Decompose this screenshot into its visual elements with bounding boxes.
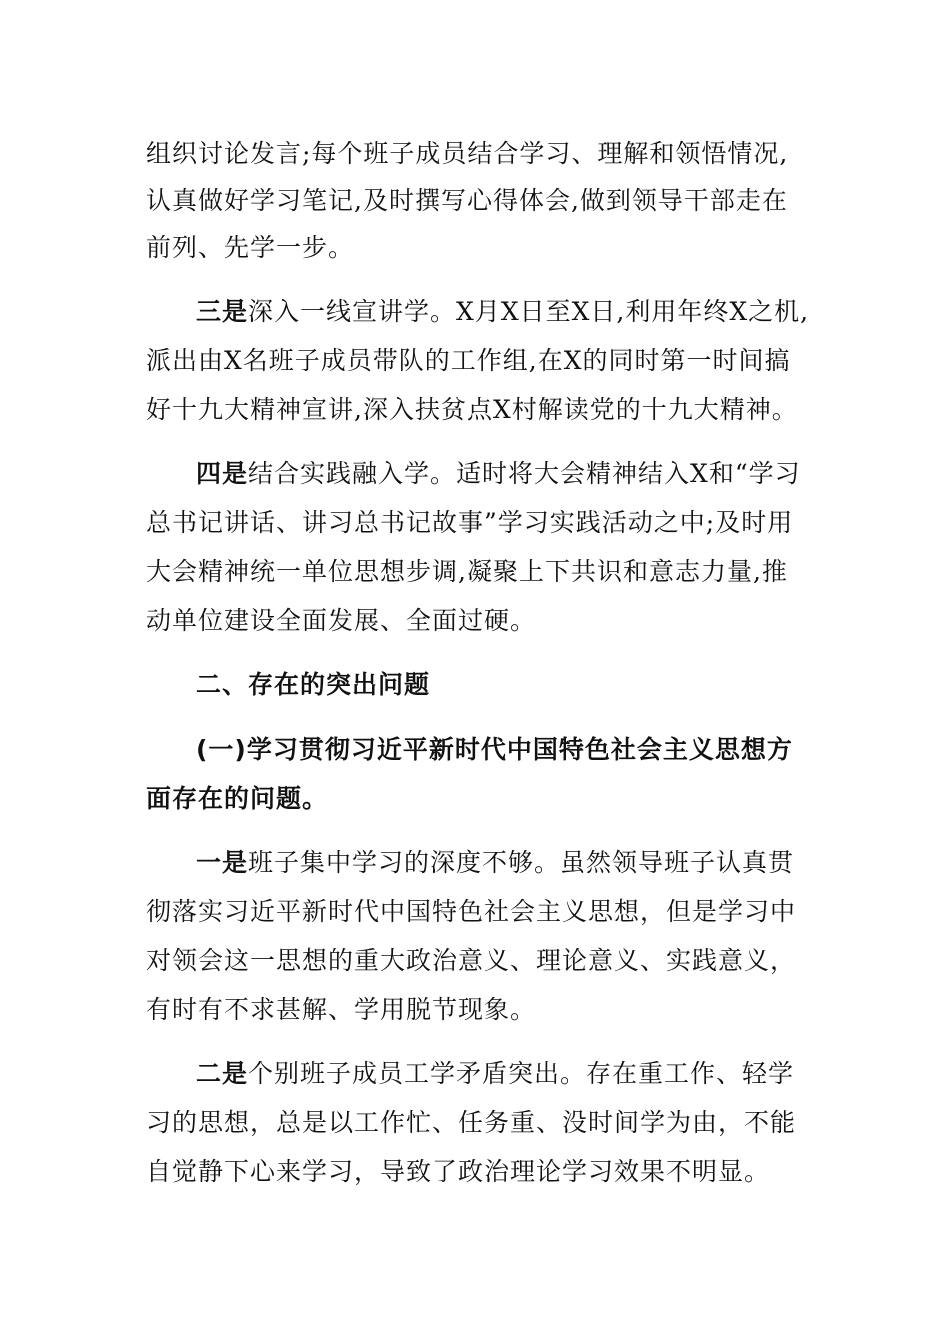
paragraph-line: 大会精神统一单位思想步调,凝聚上下共识和意志力量,推 [146, 557, 788, 586]
paragraph-line: 有时有不求甚解、学用脱节现象。 [146, 995, 537, 1024]
paragraph-line: 认真做好学习笔记,及时撰写心得体会,做到领导干部走在 [146, 186, 788, 215]
paragraph-line: 动单位建设全面发展、全面过硬。 [146, 606, 537, 635]
paragraph-line: 总书记讲话、讲习总书记故事”学习实践活动之中;及时用 [146, 508, 794, 537]
paragraph-first-line [196, 458, 801, 490]
paragraph-lead: 三是 [196, 297, 249, 326]
paragraph-line-text: 深入一线宣讲学。X月X日至X日,利用年终X之机, [248, 297, 810, 326]
paragraph-line: 组织讨论发言;每个班子成员结合学习、理解和领悟情况, [146, 139, 789, 168]
paragraph-line: 彻落实习近平新时代中国特色社会主义思想，但是学习中 [146, 897, 797, 926]
paragraph-lead: 一是 [196, 848, 249, 877]
paragraph-line-text: 结合实践融入学。适时将大会精神结入X和“学习 [248, 459, 801, 488]
paragraph-line: 好十九大精神宣讲,深入扶贫点X村解读党的十九大精神。 [146, 395, 798, 424]
paragraph-line: 前列、先学一步。 [146, 233, 355, 262]
paragraph-line: 对领会这一思想的重大政治意义、理论意义、实践意义， [146, 946, 797, 975]
paragraph-line: 习的思想，总是以工作忙、任务重、没时间学为由，不能 [146, 1108, 797, 1137]
subsection-heading: 面存在的问题。 [146, 784, 329, 813]
paragraph-lead: 四是 [196, 459, 249, 488]
paragraph-first-line [196, 847, 794, 879]
paragraph-line: 派出由X名班子成员带队的工作组,在X的同时第一时间搞 [146, 346, 791, 375]
section-heading: 二、存在的突出问题 [196, 670, 431, 699]
paragraph-lead: 二是 [196, 1059, 249, 1088]
paragraph-line-text: 个别班子成员工学矛盾突出。存在重工作、轻学 [248, 1059, 795, 1088]
paragraph-first-line [196, 1058, 794, 1090]
paragraph-line: 自觉静下心来学习，导致了政治理论学习效果不明显。 [146, 1157, 771, 1186]
paragraph-line-text: 班子集中学习的深度不够。虽然领导班子认真贯 [248, 848, 795, 877]
paragraph-first-line [196, 296, 809, 328]
subsection-heading: (一)学习贯彻习近平新时代中国特色社会主义思想方 [196, 735, 793, 764]
